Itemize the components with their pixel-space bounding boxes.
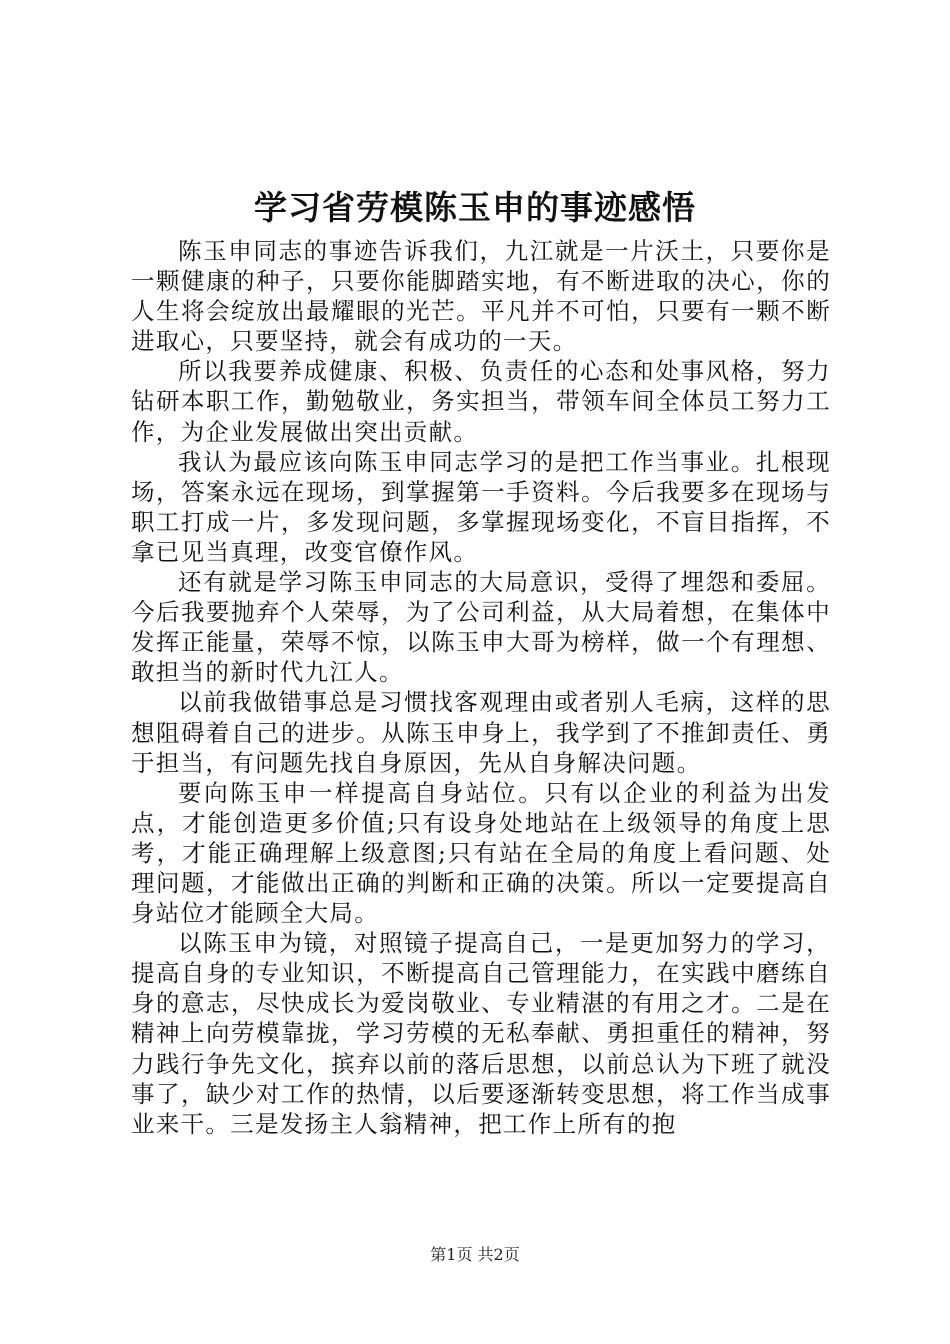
paragraph-7: 以陈玉申为镜，对照镜子提高自己，一是更加努力的学习，提高自身的专业知识，不断提高自己管理能力，在实践中磨练自身的意志，尽快成长为爱岗敬业、专业精湛的有用之才。二是在精神上向劳模靠拢，学习劳模的无私奉献、勇担重任的精神，努力践行争先文化，摈弃以前的落后思想，以前总认为下班了就没事了，缺少对工作的热情，以后要逐渐转变思想，将工作当成事业来干。三是发扬主人翁精神，把工作上所有的抱: [131, 929, 831, 1138]
page-number-footer: 第1页 共2页: [430, 1245, 520, 1264]
paragraph-6: 要向陈玉申一样提高自身站位。只有以企业的利益为出发点，才能创造更多价值;只有设身处地站在上级领导的角度上思考，才能正确理解上级意图;只有站在全局的角度上看问题、处理问题，才能做出正确的判断和正确的决策。所以一定要提高自身站位才能顾全大局。: [131, 778, 831, 928]
paragraph-1: 陈玉申同志的事迹告诉我们，九江就是一片沃土，只要你是一颗健康的种子，只要你能脚踏实地，有不断进取的决心，你的人生将会绽放出最耀眼的光芒。平凡并不可怕，只要有一颗不断进取心，只要坚持，就会有成功的一天。: [131, 237, 831, 356]
paragraph-4: 还有就是学习陈玉申同志的大局意识，受得了埋怨和委屈。今后我要抛弃个人荣辱，为了公司利益，从大局着想，在集体中发挥正能量，荣辱不惊，以陈玉申大哥为榜样，做一个有理想、敢担当的新时代九江人。: [131, 568, 831, 687]
document-body: [131, 236, 831, 1139]
paragraph-2: 所以我要养成健康、积极、负责任的心态和处事风格，努力钻研本职工作，勤勉敬业，务实担当，带领车间全体员工努力工作，为企业发展做出突出贡献。: [131, 357, 831, 446]
paragraph-5: 以前我做错事总是习惯找客观理由或者别人毛病，这样的思想阻碍着自己的进步。从陈玉申身上，我学到了不推卸责任、勇于担当，有问题先找自身原因，先从自身解决问题。: [131, 688, 831, 777]
document-title: 学习省劳模陈玉申的事迹感悟: [254, 188, 696, 227]
paragraph-3: 我认为最应该向陈玉申同志学习的是把工作当事业。扎根现场，答案永远在现场，到掌握第一手资料。今后我要多在现场与职工打成一片，多发现问题，多掌握现场变化，不盲目指挥，不拿已见当真理，改变官僚作风。: [131, 447, 831, 566]
